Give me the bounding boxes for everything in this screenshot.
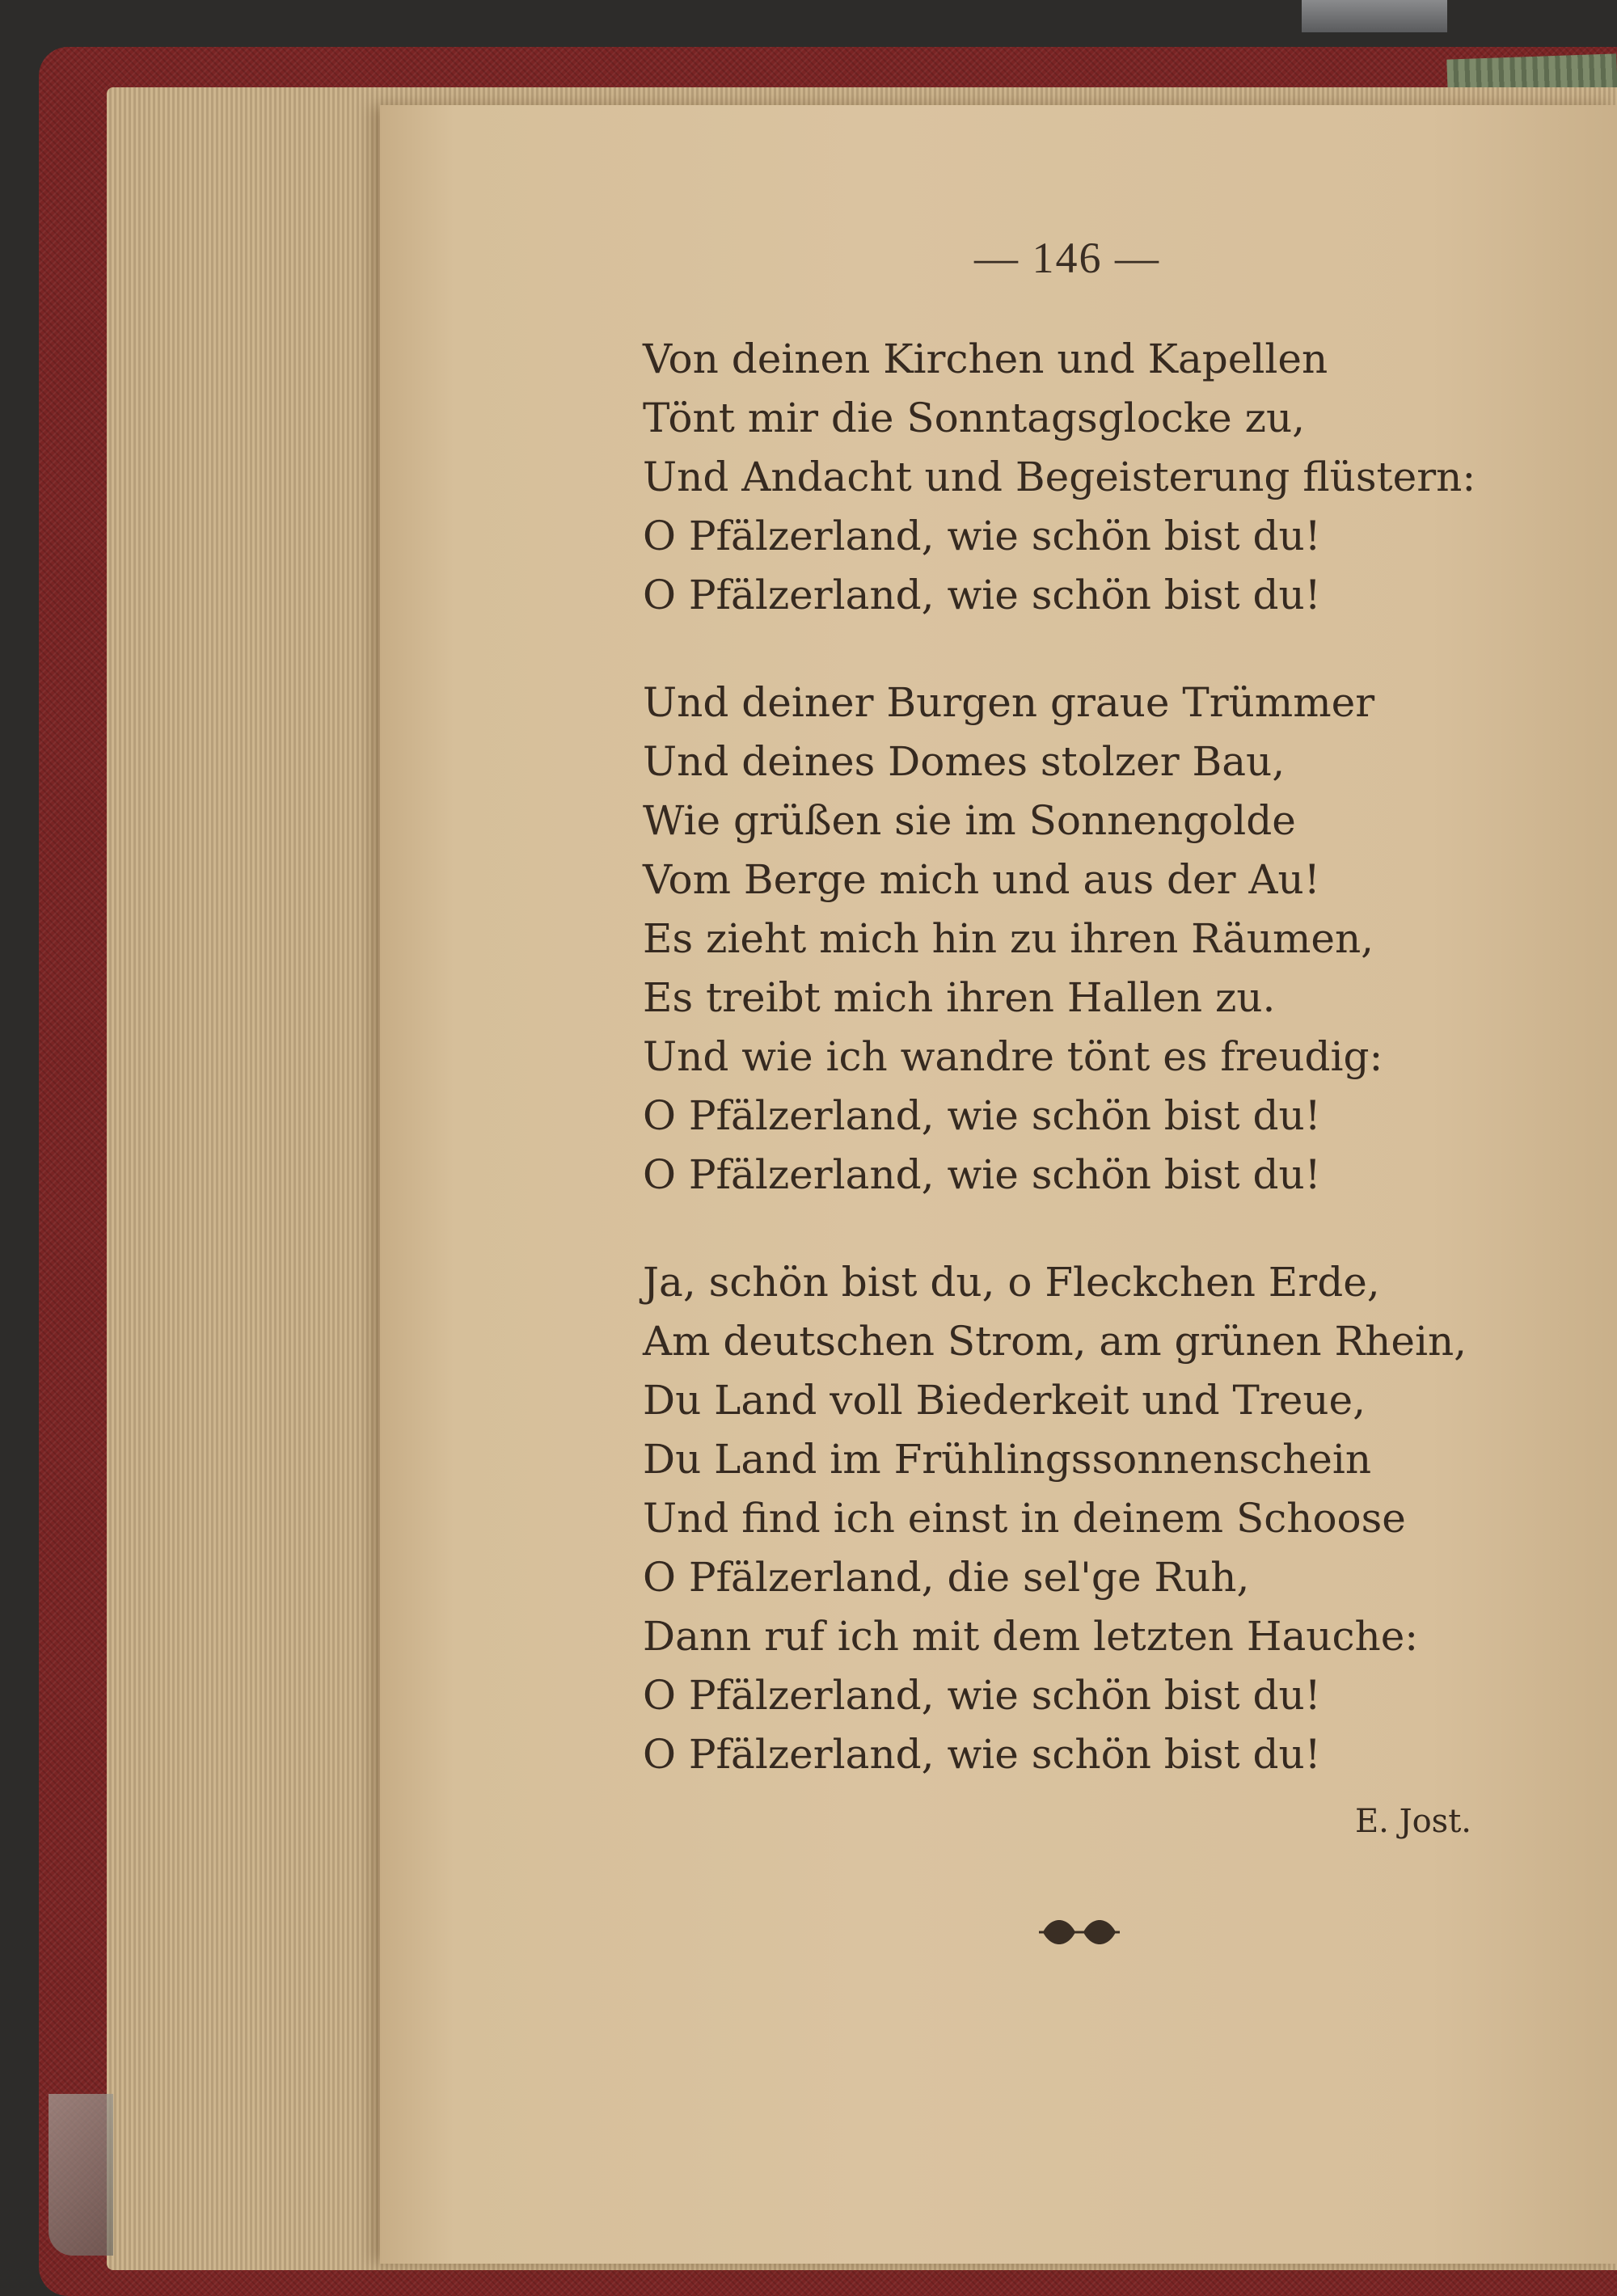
poem-line: Und deiner Burgen graue Trümmer (643, 679, 1375, 726)
stanza-1 (643, 330, 1573, 625)
stanza-gap (643, 625, 1573, 673)
poem-line: Vom Berge mich und aus der Au! (643, 856, 1320, 903)
poem-line: Du Land im Frühlingssonnenschein (643, 1436, 1372, 1483)
poem-line: O Pfälzerland, die sel'ge Ruh, (643, 1554, 1250, 1601)
poem-line: Es treibt mich ihren Hallen zu. (643, 974, 1276, 1021)
poem-line: O Pfälzerland, wie schön bist du! (643, 1731, 1321, 1778)
poem-line: Wie grüßen sie im Sonnengolde (643, 797, 1296, 844)
poem-line: O Pfälzerland, wie schön bist du! (643, 513, 1321, 559)
poem-line: O Pfälzerland, wie schön bist du! (643, 1092, 1321, 1139)
poem-line: Und Andacht und Begeisterung flüstern: (643, 454, 1476, 500)
poem-line: O Pfälzerland, wie schön bist du! (643, 1672, 1321, 1719)
poem-line: Und deines Domes stolzer Bau, (643, 738, 1286, 785)
poem-line: Und find ich einst in deinem Schoose (643, 1495, 1406, 1542)
stanza-2 (643, 673, 1573, 1205)
poem (643, 330, 1573, 1784)
poem-line: Dann ruf ich mit dem letzten Hauche: (643, 1613, 1419, 1660)
stanza-3 (643, 1253, 1573, 1784)
poem-line: Ja, schön bist du, o Fleckchen Erde, (643, 1259, 1380, 1306)
corner-protector (49, 2094, 113, 2256)
author-signature: E. Jost. (1354, 1803, 1471, 1840)
floral-ornament-icon (1035, 1908, 1124, 1956)
poem-line: O Pfälzerland, wie schön bist du! (643, 1151, 1321, 1198)
poem-line: Tönt mir die Sonntagsglocke zu, (643, 395, 1306, 441)
poem-line: Von deinen Kirchen und Kapellen (643, 336, 1328, 382)
page-number: — 146 — (974, 234, 1160, 282)
poem-line: Es zieht mich hin zu ihren Räumen, (643, 915, 1374, 962)
stanza-gap (643, 1205, 1573, 1253)
poem-line: Und wie ich wandre tönt es freudig: (643, 1033, 1383, 1080)
poem-line: Du Land voll Biederkeit und Treue, (643, 1377, 1366, 1424)
poem-line: O Pfälzerland, wie schön bist du! (643, 572, 1321, 618)
metal-clip (1302, 0, 1447, 32)
poem-line: Am deutschen Strom, am grünen Rhein, (643, 1318, 1467, 1365)
